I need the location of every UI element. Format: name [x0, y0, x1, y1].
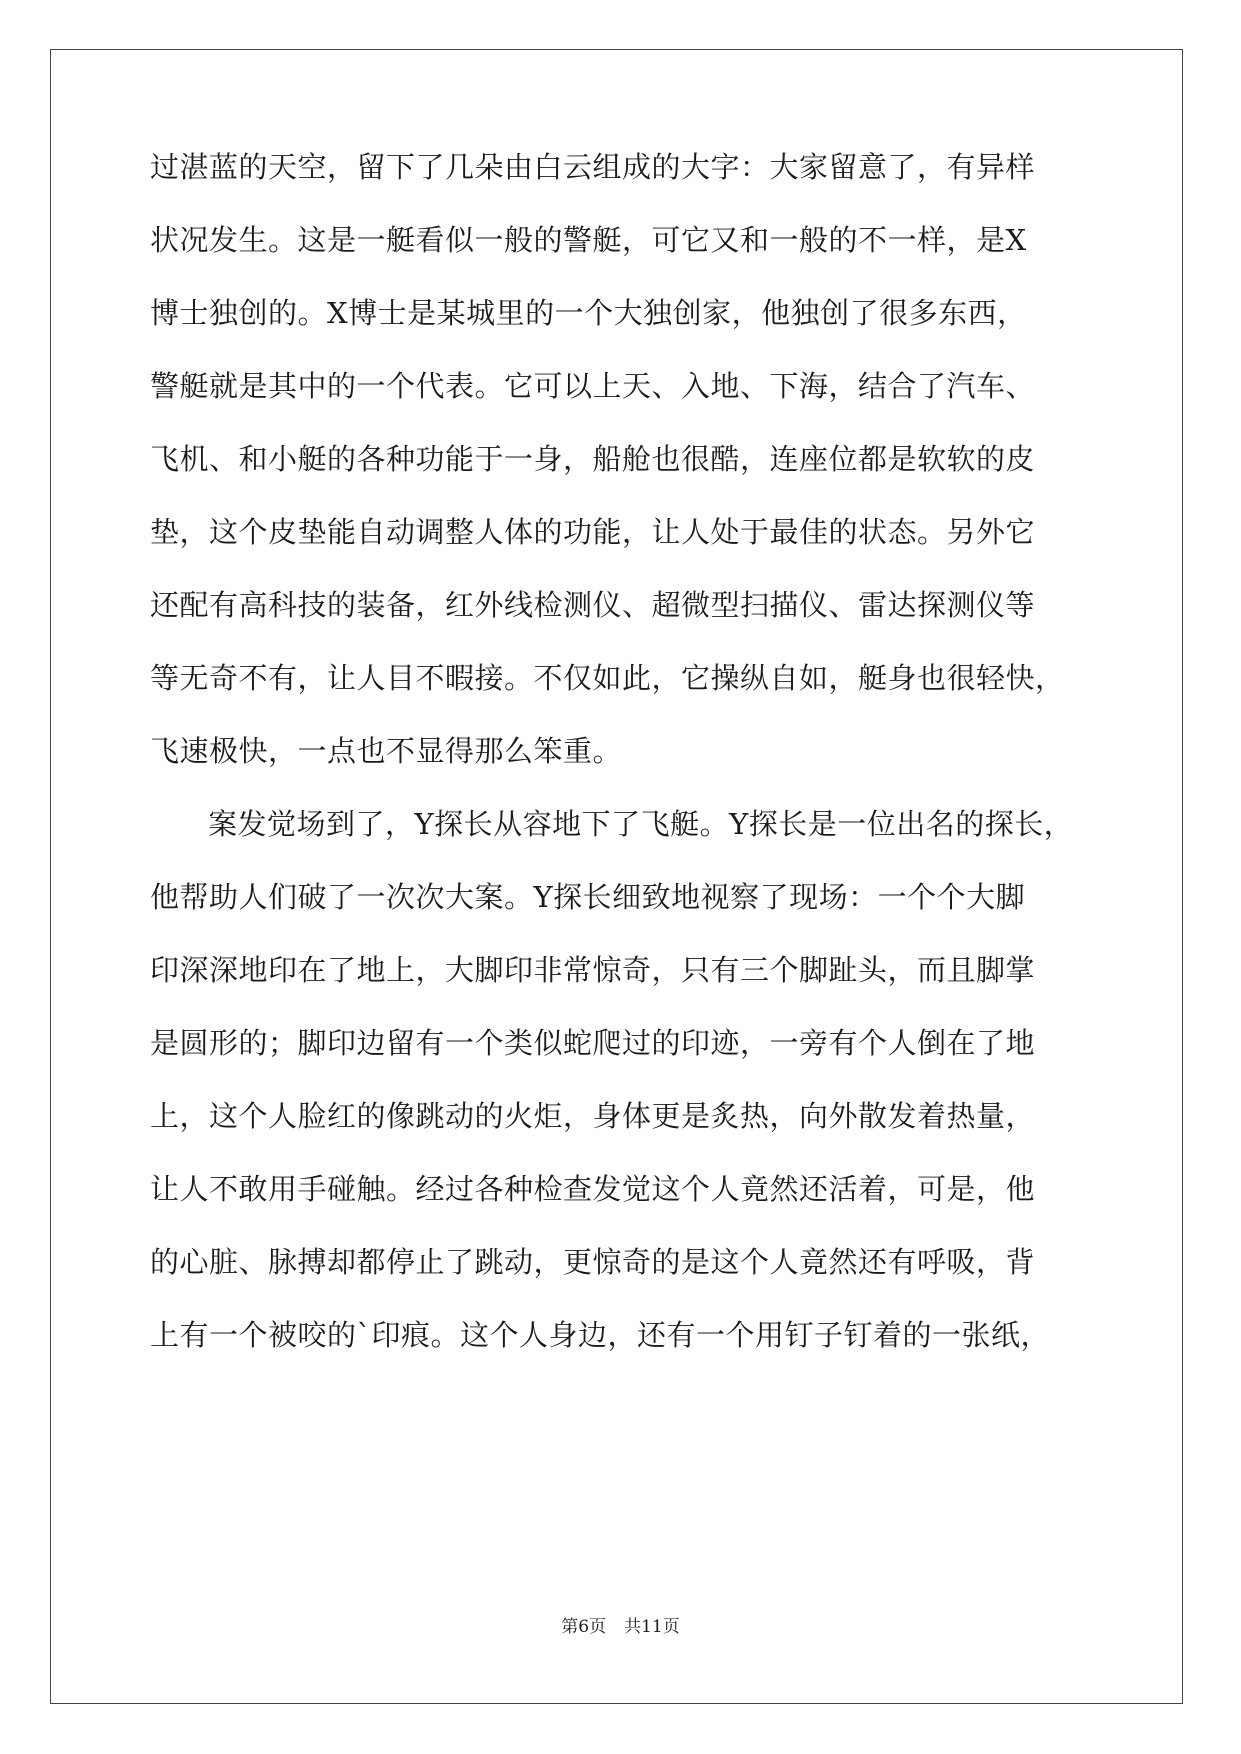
text-line: 是圆形的；脚印边留有一个类似蛇爬过的印迹，一旁有个人倒在了地 — [150, 1026, 1036, 1060]
text-line: 过湛蓝的天空，留下了几朵由白云组成的大字：大家留意了，有异样 — [150, 150, 1036, 184]
page-number: 第6页 — [561, 1617, 607, 1637]
text-line: 让人不敢用手碰触。经过各种检查发觉这个人竟然还活着，可是，他 — [150, 1172, 1036, 1206]
page-total: 共11页 — [624, 1617, 680, 1637]
text-line: 垫，这个皮垫能自动调整人体的功能，让人处于最佳的状态。另外它 — [150, 515, 1036, 549]
text-line: 他帮助人们破了一次次大案。Y探长细致地视察了现场：一个个大脚 — [150, 880, 1026, 914]
text-line: 警艇就是其中的一个代表。它可以上天、入地、下海，结合了汽车、 — [150, 369, 1036, 403]
text-line: 还配有高科技的装备，红外线检测仪、超微型扫描仪、雷达探测仪等 — [150, 588, 1036, 622]
text-line: 等无奇不有，让人目不暇接。不仅如此，它操纵自如，艇身也很轻快， — [150, 661, 1065, 695]
page-footer — [0, 1612, 1241, 1637]
text-line: 博士独创的。X博士是某城里的一个大独创家，他独创了很多东西， — [150, 296, 1027, 330]
text-line: 印深深地印在了地上，大脚印非常惊奇，只有三个脚趾头，而且脚掌 — [150, 953, 1036, 987]
text-line: 上有一个被咬的`印痕。这个人身边，还有一个用钉子钉着的一张纸， — [150, 1318, 1051, 1352]
paragraph-start-line: 案发觉场到了，Y探长从容地下了飞艇。Y探长是一位出名的探长， — [208, 807, 1074, 841]
text-line: 飞速极快，一点也不显得那么笨重。 — [150, 734, 623, 768]
text-line: 的心脏、脉搏却都停止了跳动，更惊奇的是这个人竟然还有呼吸，背 — [150, 1245, 1036, 1279]
text-line: 状况发生。这是一艇看似一般的警艇，可它又和一般的不一样，是X — [150, 223, 1027, 257]
text-line: 上，这个人脸红的像跳动的火炬，身体更是炙热，向外散发着热量， — [150, 1099, 1036, 1133]
text-line: 飞机、和小艇的各种功能于一身，船舱也很酷，连座位都是软软的皮 — [150, 442, 1036, 476]
